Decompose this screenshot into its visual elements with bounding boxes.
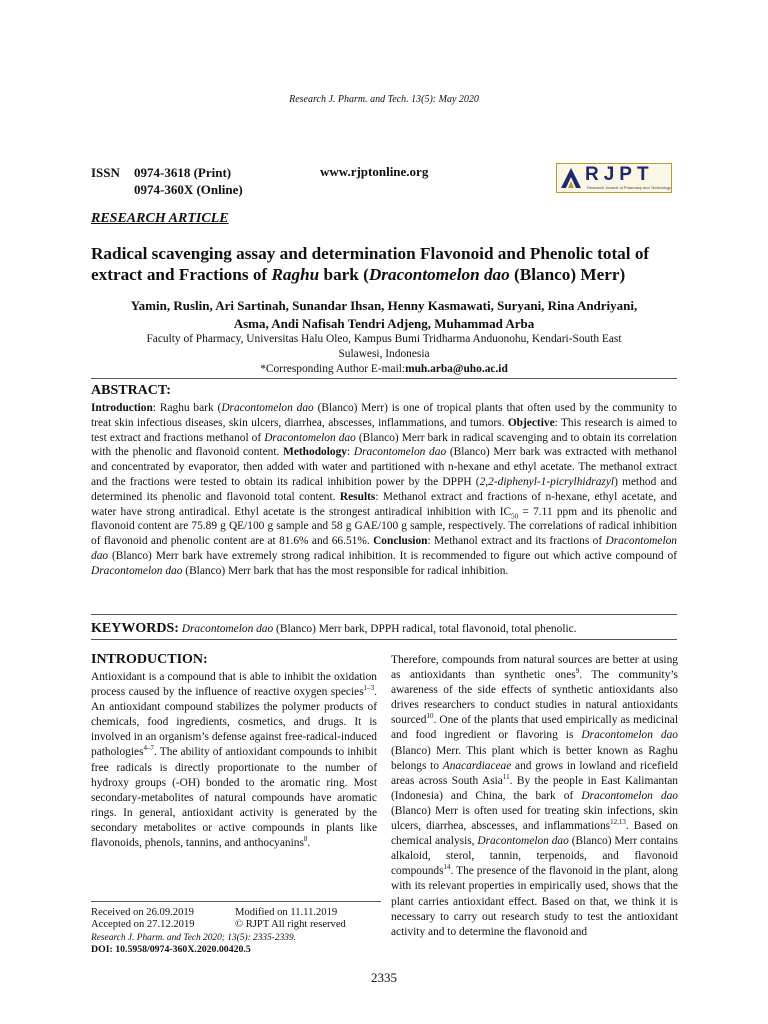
footnote-divider <box>91 901 381 902</box>
title-italic: Dracontomelon dao <box>368 265 510 284</box>
issn-print: 0974-3618 (Print) <box>134 165 232 180</box>
copyright: © RJPT All right reserved <box>235 919 346 931</box>
keywords-heading: KEYWORDS: <box>91 621 179 636</box>
citation-ref: 14 <box>443 863 451 872</box>
abstract-label: Conclusion <box>373 535 428 548</box>
body-text: Antioxidant is a compound that is able to inhibit the oxidation process caused by the influence of reactive oxygen species <box>91 671 377 699</box>
corresponding-author <box>91 362 677 377</box>
title-italic: Raghu <box>271 265 320 284</box>
species-name: Dracontomelon dao <box>477 835 569 848</box>
abstract-text: : Methanol extract and its fractions of <box>427 535 606 548</box>
body-text: (Blanco) Merr is often used for treating skin infections, skin ulcers, diarrhea, abscesses, and inflammations <box>391 804 678 833</box>
body-text: (Blanco) Merr contains alkaloid, sterol, tannin, terpenoids, and flavonoid compounds <box>391 835 678 878</box>
citation-ref: 4–7 <box>143 744 155 753</box>
citation-ref: 8 <box>303 835 308 844</box>
abstract-text: : Methanol extract and fractions of n-hexane, ethyl acetate, and water have strong antiradical. Ethyl acetate is the strongest antiradical inhibition with IC <box>91 490 677 518</box>
authors-line: Yamin, Ruslin, Ari Sartinah, Sunandar Ihsan, Henny Kasmawati, Suryani, Rina Andriyani, <box>130 298 638 313</box>
journal-website: www.rjptonline.org <box>320 164 429 179</box>
paper-title <box>91 243 677 285</box>
title-part: Radical scavenging assay and determination Flavonoid and Phenolic total of extract and Fractions of <box>91 244 650 284</box>
issn-label: ISSN <box>91 165 120 180</box>
divider <box>91 639 677 640</box>
abstract-body <box>91 401 677 579</box>
citation-ref: 11 <box>502 772 510 781</box>
species-name: Dracontomelon dao <box>581 729 678 742</box>
body-text: (Blanco) Merr. This plant which is better known as Raghu belongs to <box>391 744 678 772</box>
abstract-label: Results <box>339 490 376 503</box>
abstract-text: (Blanco) Merr bark in radical scavenging and to obtain its correlation with the phenolic and flavonoid content. <box>91 431 677 459</box>
corresponding-email: muh.arba@uho.ac.id <box>405 363 508 375</box>
abstract-text: (Blanco) Merr bark was extracted with methanol and concentrated by evaporator, then added with water and partitioned with n-hexane and ethyl acetate. The methanol extract and the fractions were tested to obtain its radical inhibition power by the DPPH ( <box>91 446 678 488</box>
intro-left-column <box>91 670 377 851</box>
abstract-text: ) method and determined its phenolic and flavonoid total content. <box>91 475 677 503</box>
body-text: . Based on chemical analysis, <box>391 820 678 848</box>
body-text: . The community’s awareness of the side effects of synthetic antioxidants also drives researchers to conduct studies in natural antioxidants sourced <box>391 669 678 727</box>
doi: DOI: 10.5958/0974-360X.2020.00420.5 <box>91 944 251 956</box>
abstract-label: Introduction <box>91 402 153 414</box>
received-date: Received on 26.09.2019 <box>91 907 194 918</box>
abstract-text: (Blanco) Merr bark that has the most responsible for radical inhibition. <box>182 564 509 577</box>
species-name: Dracontomelon dao <box>581 789 678 802</box>
accepted-date: Accepted on 27.12.2019 <box>91 919 195 931</box>
page-number: 2335 <box>371 970 397 985</box>
intro-right-column <box>391 653 678 940</box>
abstract-label: Objective <box>507 416 555 429</box>
title-part: (Blanco) Merr) <box>509 265 626 284</box>
affiliation <box>91 332 677 377</box>
body-text: . An antioxidant compound stabilizes the polymer products of chemicals, food ingredients, cosmetics, and drugs. It is involved in an organism’s defense against free-radical-induced pathologies <box>91 686 377 759</box>
keywords-text: (Blanco) Merr bark, DPPH radical, total flavonoid, total phenolic. <box>273 623 577 635</box>
rjpt-logo <box>556 163 672 193</box>
issn-block <box>91 164 243 198</box>
body-text: . One of the plants that used empirically as medicinal and food ingredient or flavoring is <box>391 714 678 742</box>
modified-date: Modified on 11.11.2019 <box>235 907 338 918</box>
abstract-heading: ABSTRACT: <box>91 383 171 398</box>
abstract-text: (Blanco) Merr) is one of tropical plants that often used by the community to treat skin infectious diseases, skin ulcers, diarrhea, abscesses, inflammations, and tumors. <box>91 402 677 429</box>
body-text: and grows in lowland and ricefield areas across South Asia <box>391 759 678 787</box>
abstract-label: Methodology <box>283 446 347 459</box>
ic50-subscript: 50 <box>511 511 519 520</box>
citation-ref: 9 <box>575 667 580 676</box>
affiliation-line: Faculty of Pharmacy, Universitas Halu Oleo, Kampus Bumi Tridharma Anduonohu, Kendari-South East <box>146 333 622 345</box>
body-text: . <box>307 837 311 850</box>
citation: Research J. Pharm. and Tech 2020; 13(5): 2335-2339. <box>91 932 296 943</box>
rjpt-logo-icon <box>559 166 583 190</box>
body-text: . The ability of antioxidant compounds to inhibit free radicals is directly proportionate to the number of hydroxy groups (-OH) bonded to the aromatic ring. Most secondary-metabolites of natural compounds have aromatic rings. In general, antioxidant activity is generated by the secondary metabolites or active compounds in plants like flavonoids, phenols, tannins, and anthocyanins <box>91 746 377 850</box>
issn-online: 0974-360X (Online) <box>134 182 243 197</box>
body-text: . By the people in East Kalimantan (Indonesia) and China, the bark of <box>391 774 678 802</box>
family-name: Anacardiaceae <box>442 759 512 772</box>
author-list <box>91 297 677 333</box>
logo-subtext: Research Journal of Pharmacy and Technology <box>587 185 671 190</box>
species-name: Dracontomelon dao <box>91 564 183 577</box>
abstract-text: : This research is aimed to test extract and fractions methanol of <box>91 416 677 444</box>
journal-running-header: Research J. Pharm. and Tech. 13(5): May 2020 <box>289 94 479 105</box>
logo-text: RJPT <box>585 164 654 185</box>
body-text: Therefore, compounds from natural sources are better at using as antioxidants than synthetic ones <box>391 654 678 682</box>
article-history <box>91 907 381 957</box>
species-name: Dracontomelon dao <box>91 535 677 562</box>
citation-ref: 12,13 <box>610 818 626 827</box>
abstract-text: : <box>346 446 354 459</box>
species-name: Dracontomelon dao <box>181 623 274 635</box>
citation-ref: 1–3 <box>363 684 375 693</box>
article-type: RESEARCH ARTICLE <box>91 211 229 226</box>
species-name: Dracontomelon dao <box>221 402 314 414</box>
affiliation-line: Sulawesi, Indonesia <box>338 348 430 360</box>
keywords <box>91 621 677 637</box>
dpph-name: 2,2-diphenyl-1-picrylhidrazyl <box>479 475 615 488</box>
species-name: Dracontomelon dao <box>353 446 447 459</box>
species-name: Dracontomelon dao <box>264 431 356 444</box>
authors-line: Asma, Andi Nafisah Tendri Adjeng, Muhammad Arba <box>233 316 535 331</box>
abstract-text: = 7.11 ppm and its phenolic and flavonoid content are 75.89 g QE/100 g sample and 58 g GAE/100 g sample, respectively. The correlations of radical inhibition of flavonoid and phenolic content are at 81.6% and 66.51%. <box>91 505 678 548</box>
introduction-heading: INTRODUCTION: <box>91 652 208 667</box>
body-text: . The presence of the flavonoid in the plant, along with its relevant properties in empirically used, shows that the plant carries antioxidant effect. Based on that, we think it is necessary to carry out research study to test the antioxidant activity and to determine the flavonoid and <box>391 865 678 938</box>
abstract-text: : Raghu bark ( <box>152 402 222 414</box>
divider <box>91 614 677 615</box>
title-part: bark ( <box>319 265 369 284</box>
abstract-text: (Blanco) Merr bark have extremely strong radical inhibition. It is recommended to figure out which active compound of <box>108 549 677 562</box>
corresponding-prefix: *Corresponding Author E-mail: <box>260 363 406 375</box>
divider <box>91 378 677 379</box>
citation-ref: 10 <box>426 712 434 721</box>
